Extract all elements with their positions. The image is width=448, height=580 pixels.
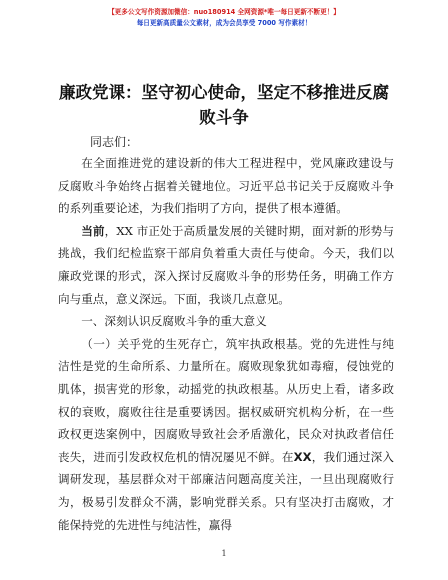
paragraph-significance bbox=[58, 333, 394, 536]
subsection-heading: （一）关乎党的生死存亡，筑牢执政根基。 bbox=[81, 336, 311, 351]
paragraph-lead-bold: 当前 bbox=[81, 223, 105, 238]
section-heading-1: 一、深刻认识反腐败斗争的重大意义 bbox=[81, 314, 267, 329]
paragraph-current-situation bbox=[58, 220, 394, 310]
paragraph-text: ，我们通过深入调研发现，基层群众对干部廉洁问题高度关注，一旦出现腐败行为，极易引发群众不满，影响党群关系。只有坚决打击腐败，才能保持党的先进性与纯洁性，赢得 bbox=[58, 449, 394, 532]
paragraph-lead-bold: XX bbox=[293, 449, 312, 464]
paragraph-text: ，XX 市正处于高质量发展的关键时期，面对新的形势与挑战，我们纪检监察干部肩负着重大责任与使命。今天，我们以廉政党课的形式，深入探讨反腐败斗争的形势任务，明确工作方向与重点，意义深远。下面，我谈几点意见。 bbox=[58, 223, 394, 306]
document-title: 廉政党课：坚守初心使命，坚定不移推进反腐败斗争 bbox=[59, 83, 389, 127]
paragraph-text: 党的先进性与纯洁性是党的生命所系、力量所在。腐败现象犹如毒瘤，侵蚀党的肌体，损害党的形象，动摇党的执政根基。从历史上看，诸多政权的衰败，腐败往往是重要诱因。据权威研究机构分析，在一些政权更迭案例中，因腐败导致社会矛盾激化，民众对执政者信任丧失，进而引发政权危机的情况屡见不鲜。在 bbox=[58, 336, 394, 464]
document-body bbox=[58, 152, 394, 536]
greeting: 同志们： bbox=[90, 135, 139, 149]
page-number: 1 bbox=[221, 549, 227, 558]
promo-banner-line2: 每日更新高质量公文素材，成为会员享受 7000 写作素材！ bbox=[136, 19, 312, 27]
promo-banner bbox=[0, 7, 448, 29]
paragraph-intro: 在全面推进党的建设新的伟大工程进程中，党风廉政建设与反腐败斗争始终占据着关键地位。习近平总书记关于反腐败斗争的系列重要论述，为我们指明了方向，提供了根本遵循。 bbox=[58, 156, 394, 216]
promo-banner-line1: 【更多公文写作资源加微信：nuo180914 全网资源*唯一每日更新不断更！】 bbox=[108, 8, 340, 16]
